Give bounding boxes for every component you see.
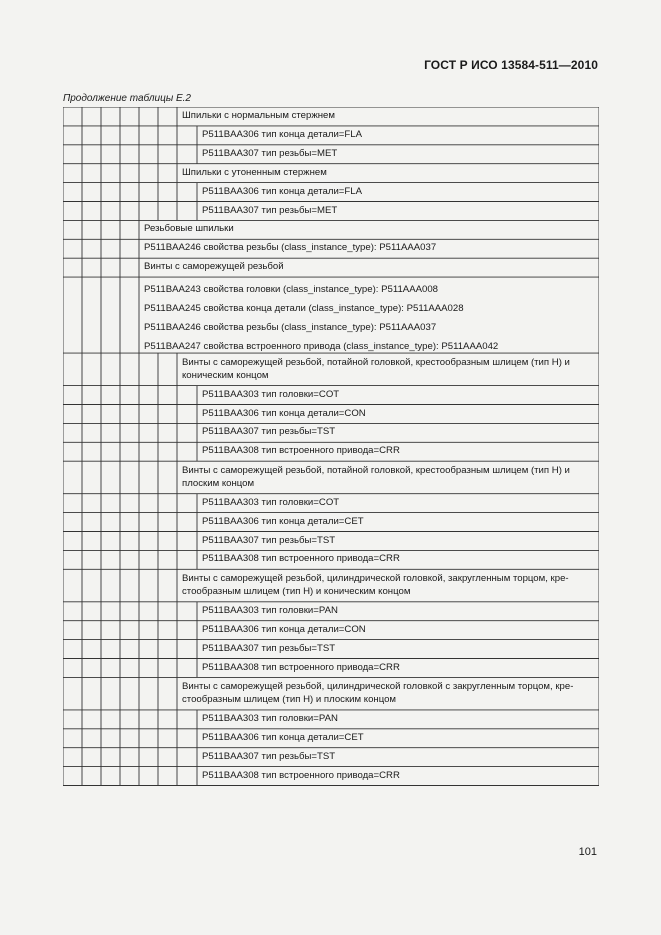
table-cell: P511BAA308 тип встроенного привода=CRR xyxy=(202,661,400,673)
table-cell xyxy=(144,280,599,356)
table-cell xyxy=(182,357,599,382)
table-cell: P511BAA306 тип конца детали=CON xyxy=(202,407,366,419)
table-cell: P511BAA306 тип конца детали=FLA xyxy=(202,185,363,197)
table-cell xyxy=(182,681,599,706)
cell-line: P511BAA246 свойства резьбы (class_instance_type): P511AAA037 xyxy=(144,322,437,334)
cell-line: P511BAA245 свойства конца детали (class_instance_type): P511AAA028 xyxy=(144,303,464,315)
table-cell: P511BAA306 тип конца детали=CON xyxy=(202,623,366,635)
table-cell: Резьбовые шпильки xyxy=(144,223,234,235)
table-cell xyxy=(182,573,599,598)
table-cell: P511BAA306 тип конца детали=FLA xyxy=(202,128,363,140)
table-cell: P511BAA308 тип встроенного привода=CRR xyxy=(202,553,400,565)
table-cell: P511BAA303 тип головки=PAN xyxy=(202,604,338,616)
document-header: ГОСТ Р ИСО 13584-511—2010 xyxy=(424,58,598,72)
cell-line: Винты с саморежущей резьбой, потайной головкой, крестообразным шлицем (тип H) и xyxy=(182,357,570,369)
cell-line: плоским концом xyxy=(182,477,255,489)
table-cell: P511BAA307 тип резьбы=TST xyxy=(202,426,336,438)
table-cell xyxy=(182,465,599,490)
table-cell: P511BAA308 тип встроенного привода=CRR xyxy=(202,769,400,781)
table-cell: P511BAA246 свойства резьбы (class_instance_type): P511AAA037 xyxy=(144,242,437,254)
cell-line: стообразным шлицем (тип H) и коническим концом xyxy=(182,585,411,597)
cell-line: P511BAA247 свойства встроенного привода (class_instance_type): P511AAA042 xyxy=(144,341,499,353)
table-cell: P511BAA307 тип резьбы=TST xyxy=(202,534,336,546)
table-cell: P511BAA308 тип встроенного привода=CRR xyxy=(202,445,400,457)
table-cell: P511BAA307 тип резьбы=MET xyxy=(202,147,338,159)
table-cell: Шпильки с утоненным стержнем xyxy=(182,166,327,178)
cell-line: Винты с саморежущей резьбой, цилиндрической головкой с закругленным торцом, кре- xyxy=(182,681,574,693)
table-cell: P511BAA307 тип резьбы=TST xyxy=(202,750,336,762)
table-cell: P511BAA303 тип головки=PAN xyxy=(202,712,338,724)
table-cell: P511BAA307 тип резьбы=MET xyxy=(202,204,338,216)
table-cell: P511BAA303 тип головки=COT xyxy=(202,388,340,400)
cell-line: Винты с саморежущей резьбой, потайной головкой, крестообразным шлицем (тип H) и xyxy=(182,465,570,477)
cell-line: стообразным шлицем (тип H) и плоским концом xyxy=(182,693,397,705)
cell-line: P511BAA243 свойства головки (class_instance_type): P511AAA008 xyxy=(144,284,439,296)
table-cell: P511BAA306 тип конца детали=CET xyxy=(202,731,364,743)
table-cell: P511BAA307 тип резьбы=TST xyxy=(202,642,336,654)
table-cell: Шпильки с нормальным стержнем xyxy=(182,110,335,121)
table-caption: Продолжение таблицы Е.2 xyxy=(63,93,191,104)
continuation-table xyxy=(63,107,599,788)
table-cell: P511BAA306 тип конца детали=CET xyxy=(202,515,364,527)
table-cell: Винты с саморежущей резьбой xyxy=(144,261,284,273)
cell-line: коническим концом xyxy=(182,369,269,381)
page-number: 101 xyxy=(578,846,597,858)
cell-line: Винты с саморежущей резьбой, цилиндрической головкой, закругленным торцом, кре- xyxy=(182,573,569,585)
table-cell: P511BAA303 тип головки=COT xyxy=(202,496,340,508)
